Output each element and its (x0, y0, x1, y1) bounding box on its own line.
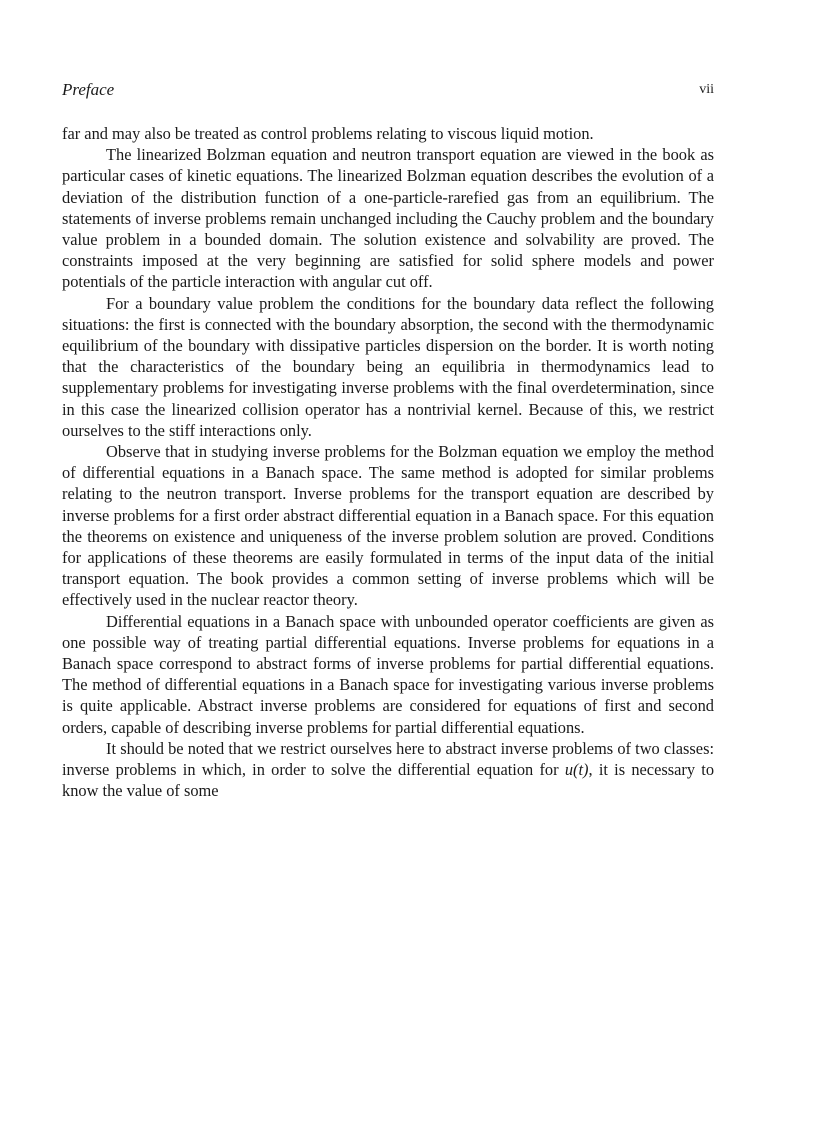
paragraph-continuation: far and may also be treated as control problems relating to viscous liquid motion. (62, 124, 594, 143)
page-header (62, 80, 714, 104)
paragraph-kinetic-equations: The linearized Bolzman equation and neutron transport equation are viewed in the book as particular cases of kinetic equations. The linearized Bolzman equation describes the evolution of a deviation of the distribution function of a one-particle-rarefied gas from an equilibrium. The statements of inverse problems remain unchanged including the Cauchy problem and the boundary value problem in a bounded domain. The solution existence and solvability are proved. The constraints imposed at the very beginning are satisfied for solid sphere models and power potentials of the particle interaction with angular cut off. (62, 145, 714, 292)
paragraph-boundary-value-problem: For a boundary value problem the conditions for the boundary data reflect the following situations: the first is connected with the boundary absorption, the second with the thermodynamic equilibrium of the boundary with dissipative particles dispersion on the border. It is worth noting that the characteristics of the boundary being an equilibria in thermodynamics lead to supplementary problems for investigating inverse problems with the final overdetermination, since in this case the linearized collision operator has a nontrivial kernel. Because of this, we restrict ourselves to the stiff interactions only. (62, 293, 714, 440)
paragraph-text-before-math: It should be noted that we restrict ourselves here to abstract inverse problems of two classes: inverse problems in which, in order to solve the differential equation for (62, 738, 714, 780)
running-head: Preface (62, 80, 115, 99)
paragraph-differential-equations: Differential equations in a Banach space with unbounded operator coefficients are given as one possible way of treating partial differential equations. Inverse problems for equations in a Banach space correspond to abstract forms of inverse problems for partial differential equations. The method of differential equations in a Banach space for investigating various inverse problems is quite applicable. Abstract inverse problems are considered for equations of first and second orders, capable of describing inverse problems for partial differential equations. (62, 611, 714, 737)
paragraph-banach-method: Observe that in studying inverse problems for the Bolzman equation we employ the method of differential equations in a Banach space. The same method is adopted for similar problems relating to the neutron transport. Inverse problems for the transport equation are described by inverse problems for a first order abstract differential equation in a Banach space. For this equation the theorems on existence and uniqueness of the inverse problem solution are proved. Conditions for applications of these theorems are easily formulated in terms of the input data of the initial transport equation. The book provides a common setting of inverse problems which will be effectively used in the nuclear reactor theory. (62, 442, 714, 610)
paragraph-text-after-math: , it is necessary to know the value of some (62, 760, 715, 801)
page-number: vii (699, 82, 714, 97)
paragraph-abstract-inverse-problems (62, 738, 714, 802)
body-text (62, 123, 714, 802)
math-expression: u(t) (564, 760, 589, 780)
